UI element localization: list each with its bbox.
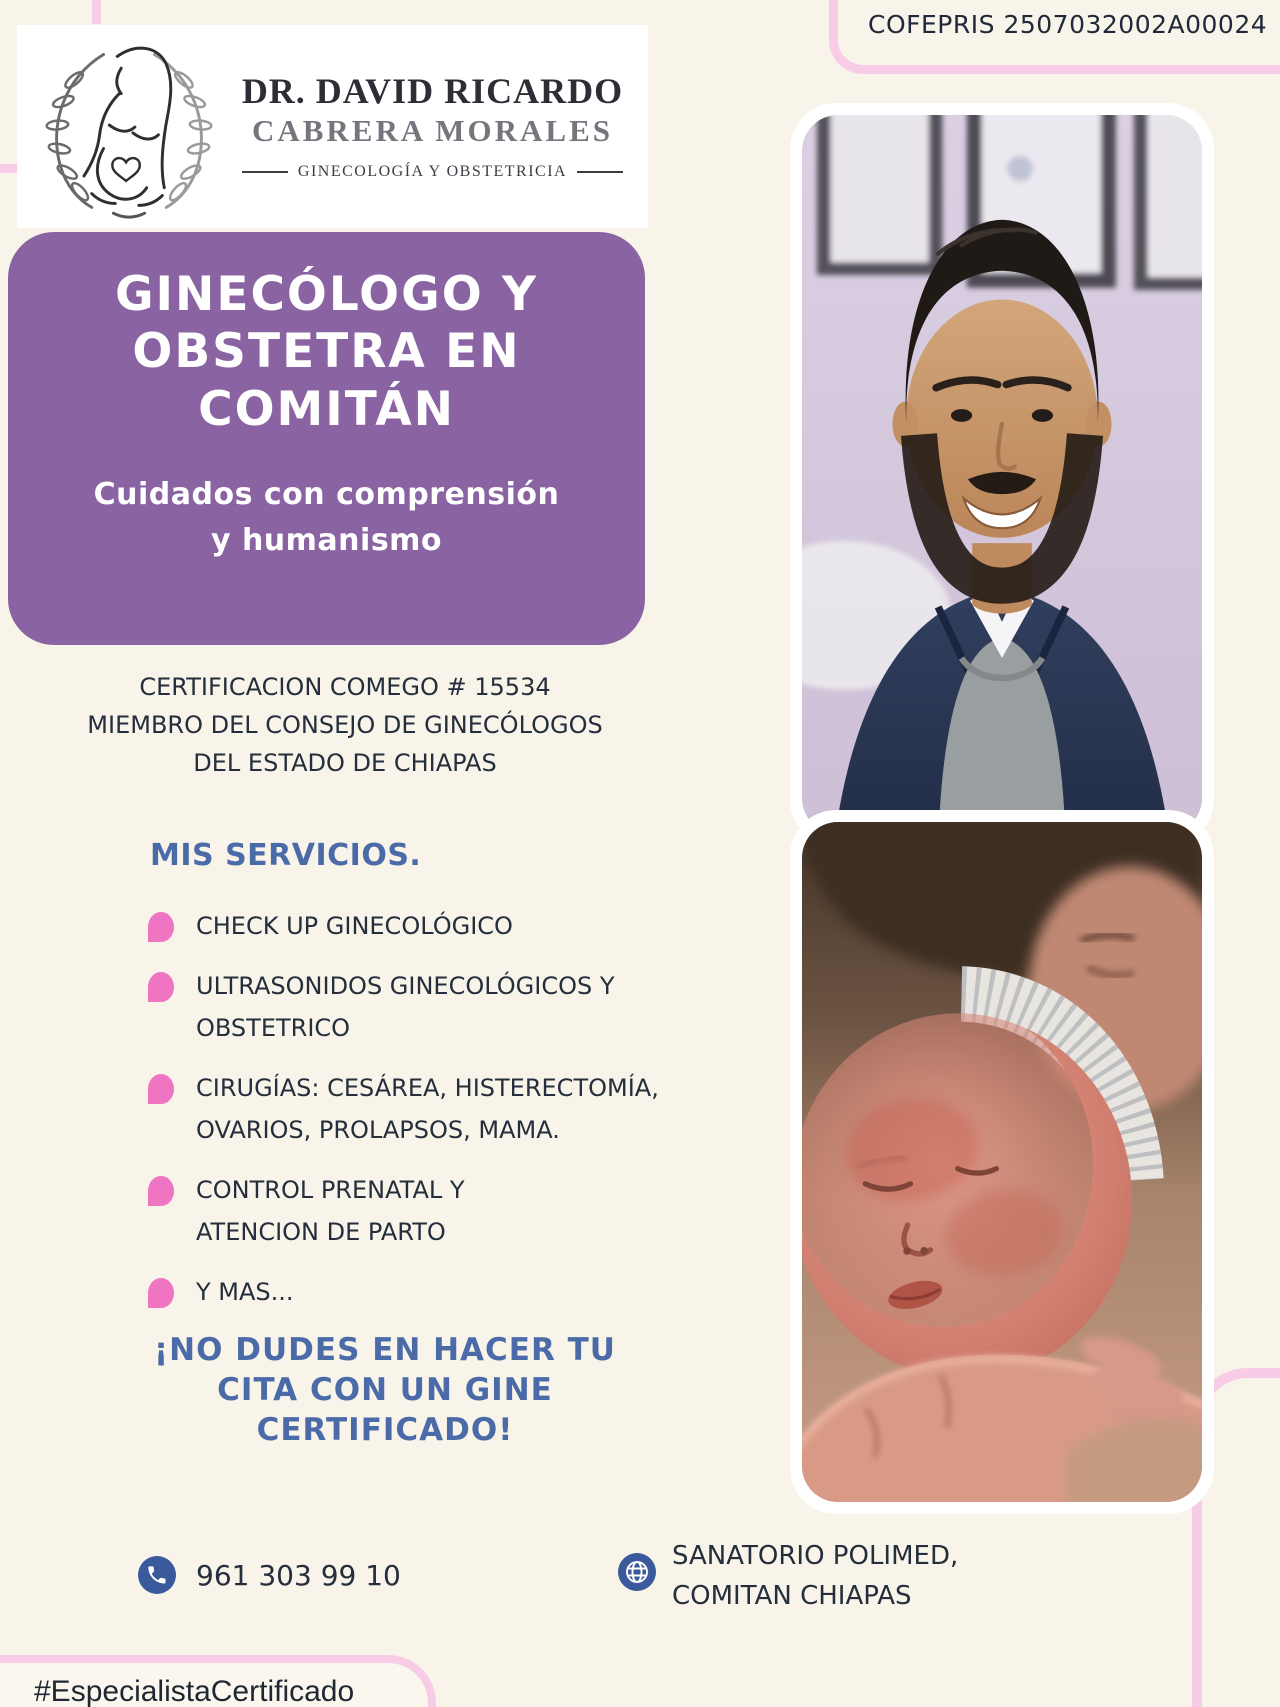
- logo-card: [17, 25, 648, 228]
- location-line2: COMITAN CHIAPAS: [672, 1581, 912, 1611]
- service-item: [148, 1271, 768, 1313]
- pink-deco-top-left-vertical: [92, 0, 101, 24]
- pink-drop-bullet-icon: [148, 1074, 174, 1104]
- certification-line2: MIEMBRO DEL CONSEJO DE GINECÓLOGOS: [87, 711, 603, 739]
- service-item-text: ULTRASONIDOS GINECOLÓGICOS Y: [196, 972, 615, 1000]
- tagline-rule-right: [577, 171, 623, 173]
- service-item-text: CIRUGÍAS: CESÁREA, HISTERECTOMÍA,: [196, 1074, 659, 1102]
- phone-number: 961 303 99 10: [196, 1558, 401, 1592]
- tagline-rule-left: [242, 171, 288, 173]
- pink-drop-bullet-icon: [148, 1176, 174, 1206]
- service-item-text: ATENCION DE PARTO: [196, 1218, 446, 1246]
- service-item-text: Y MAS...: [196, 1278, 294, 1306]
- service-item: [148, 1067, 768, 1151]
- hero-subtitle: [8, 472, 645, 565]
- certification-line3: DEL ESTADO DE CHIAPAS: [193, 749, 497, 777]
- service-item-text: CONTROL PRENATAL Y: [196, 1176, 465, 1204]
- cta-line1: ¡NO DUDES EN HACER TU: [154, 1332, 616, 1368]
- cofepris-number: COFEPRIS 2507032002A00024: [868, 10, 1268, 39]
- cta-line2: CITA CON UN GINE: [217, 1372, 553, 1408]
- doctor-name-block: [227, 72, 648, 181]
- cta-block: [125, 1330, 645, 1450]
- location-text: [672, 1536, 958, 1616]
- service-item-text: OVARIOS, PROLAPSOS, MAMA.: [196, 1116, 560, 1144]
- location-contact: [618, 1536, 958, 1616]
- certification-block: [20, 668, 670, 782]
- service-item: [148, 1169, 768, 1253]
- hero-title-line1: GINECÓLOGO Y: [114, 267, 539, 322]
- phone-icon: [138, 1556, 176, 1594]
- services-list: [148, 905, 768, 1331]
- service-item: [148, 965, 768, 1049]
- certification-line1: CERTIFICACION COMEGO # 15534: [139, 673, 551, 701]
- services-heading: MIS SERVICIOS.: [150, 838, 422, 873]
- hero-subtitle-line1: Cuidados con comprensión: [93, 476, 560, 512]
- hashtag-text: #EspecialistaCertificado: [34, 1675, 355, 1707]
- hashtag-badge: [0, 1655, 436, 1707]
- hero-title: [8, 266, 645, 438]
- cta-line3: CERTIFICADO!: [256, 1412, 514, 1448]
- service-item: [148, 905, 768, 947]
- hero-subtitle-line2: y humanismo: [210, 523, 443, 559]
- pink-drop-bullet-icon: [148, 1278, 174, 1308]
- newborn-with-mother-photo: [790, 810, 1214, 1514]
- globe-icon: [618, 1553, 656, 1591]
- specialty-tagline: GINECOLOGÍA Y OBSTETRICIA: [297, 163, 568, 181]
- pink-drop-bullet-icon: [148, 912, 174, 942]
- location-line1: SANATORIO POLIMED,: [672, 1541, 959, 1571]
- service-item-text: OBSTETRICO: [196, 1014, 351, 1042]
- service-item-text: CHECK UP GINECOLÓGICO: [196, 912, 513, 940]
- doctor-name-line1: DR. DAVID RICARDO: [241, 70, 624, 111]
- hero-purple-panel: [8, 232, 645, 645]
- doctor-portrait-photo: [790, 103, 1214, 846]
- hero-title-line3: COMITÁN: [198, 381, 455, 437]
- doctor-name-line2: CABRERA MORALES: [251, 113, 614, 149]
- specialty-tagline-row: [227, 163, 638, 181]
- pink-drop-bullet-icon: [148, 972, 174, 1002]
- pregnant-woman-wreath-logo-icon: [31, 29, 227, 225]
- phone-contact: [138, 1556, 401, 1594]
- hero-title-line2: OBSTETRA EN: [132, 324, 521, 380]
